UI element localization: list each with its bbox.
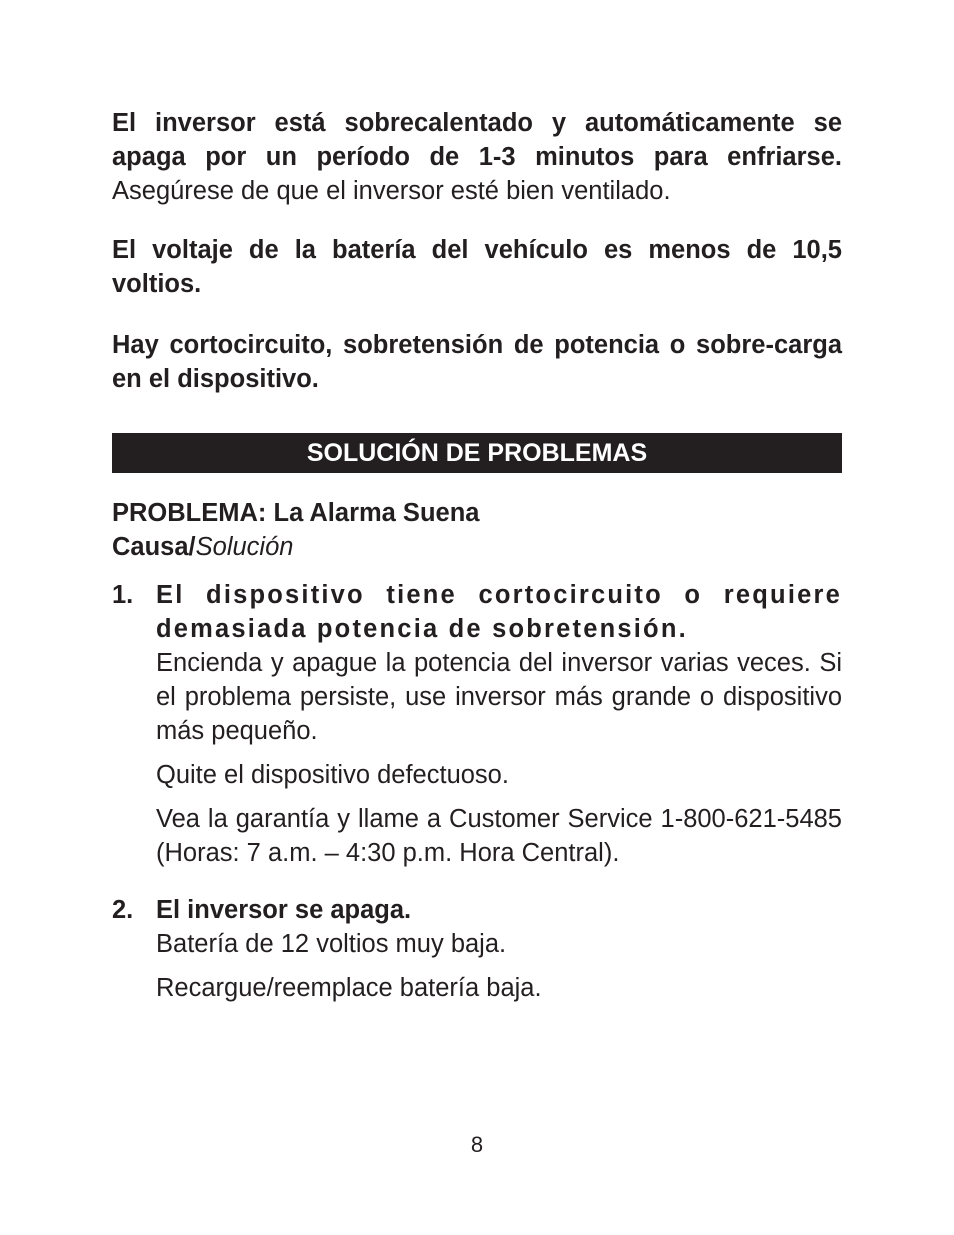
intro-p3-bold: Hay cortocircuito, sobretensión de potencia o sobre-carga en el dispositivo. [112,331,842,393]
problem-heading: PROBLEMA: La Alarma Suena [112,499,480,527]
item-2-line-1: Batería de 12 voltios muy baja. [156,930,507,958]
item-1-title: El dispositivo tiene cortocircuito o requiere demasiada potencia de sobretensión. [156,581,842,643]
page-number: 8 [470,1132,484,1157]
intro-p1-normal: Asegúrese de que el inversor esté bien ventilado. [112,177,671,205]
item-2-title: El inversor se apaga. [156,896,412,924]
item-1-number: 1. [112,581,134,609]
item-1-line-1: Encienda y apague la potencia del inversor varias veces. Si el problema persiste, use inversor más grande o dispositivo más pequeño. [156,649,842,745]
solution-label: Solución [195,533,294,561]
intro-p2-bold: El voltaje de la batería del vehículo es menos de 10,5 voltios. [112,236,842,298]
cause-label: Causa/ [112,533,196,561]
item-1-line-3: Vea la garantía y llame a Customer Service 1-800-621-5485 (Horas: 7 a.m. – 4:30 p.m. Hora Central). [156,805,842,867]
item-2-number: 2. [112,896,134,924]
intro-p1-bold: El inversor está sobrecalentado y automáticamente se apaga por un período de 1-3 minutos para enfriarse. [112,109,842,171]
intro-paragraph-2 [112,233,842,301]
intro-paragraph-1 [112,106,842,208]
item-1-line-2: Quite el dispositivo defectuoso. [156,761,509,789]
item-1 [156,578,842,870]
intro-paragraph-3 [112,328,842,396]
problem-heading-block [112,496,842,564]
item-2 [156,893,842,1005]
section-banner: SOLUCIÓN DE PROBLEMAS [112,433,842,473]
item-2-line-2: Recargue/reemplace batería baja. [156,974,542,1002]
